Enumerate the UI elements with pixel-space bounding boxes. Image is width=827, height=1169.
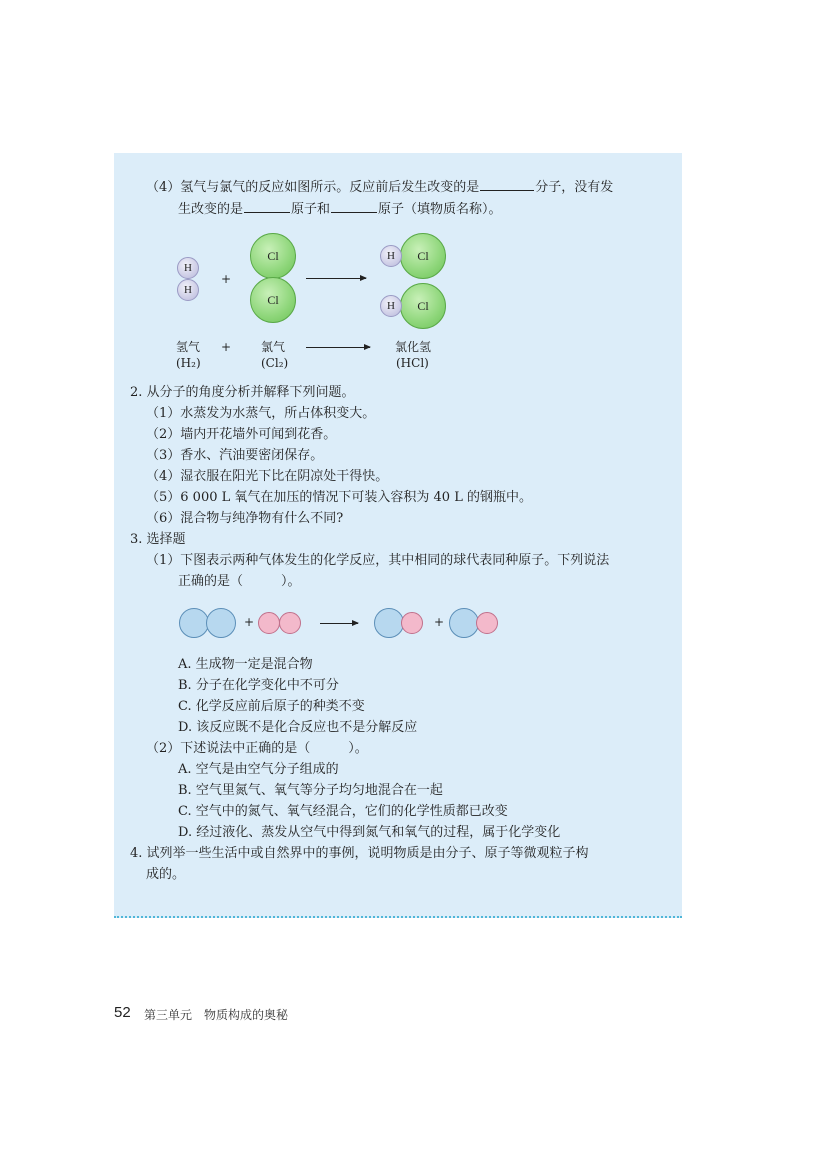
q2-item: （4）湿衣服在阳光下比在阴凉处干得快。 <box>146 469 389 484</box>
chapter-title: 第三单元 物质构成的奥秘 <box>144 1008 289 1022</box>
q1-4-text-d: 原子和 <box>291 202 331 217</box>
plus-sign: + <box>221 272 232 286</box>
answer-blank-atom1[interactable] <box>244 200 290 213</box>
q3-sub1-line2 <box>178 573 301 591</box>
q1-4-text-b: 分子，没有发 <box>535 180 614 195</box>
reaction-arrow <box>320 623 358 624</box>
blue-atom <box>374 608 404 638</box>
chlorine-atom: Cl <box>250 233 296 279</box>
q3-sub2-option-b: B. 空气里氮气、氧气等分子均匀地混合在一起 <box>178 783 443 798</box>
q2-item: （3）香水、汽油要密闭保存。 <box>146 448 324 463</box>
q2-item: （1）水蒸发为水蒸气，所占体积变大。 <box>146 406 376 421</box>
reactant1-name: 氢气 <box>176 340 201 354</box>
answer-blank-molecule[interactable] <box>480 178 534 191</box>
hydrogen-atom: H <box>177 257 199 279</box>
pink-atom <box>279 612 301 634</box>
hydrogen-atom: H <box>380 295 402 317</box>
q1-4-text-c: 生改变的是 <box>178 202 244 217</box>
q3-sub1-option-d: D. 该反应既不是化合反应也不是分解反应 <box>178 720 418 735</box>
plus-sign: + <box>434 615 445 629</box>
q1-4-text-e: 原子（填物质名称）。 <box>378 202 502 217</box>
q3-sub1-option-a: A. 生成物一定是混合物 <box>178 657 313 672</box>
answer-blank-atom2[interactable] <box>331 200 377 213</box>
reaction-arrow <box>306 278 366 279</box>
q2-title: 2. 从分子的角度分析并解释下列问题。 <box>130 385 355 400</box>
q3-title: 3. 选择题 <box>130 532 186 547</box>
chlorine-atom: Cl <box>400 283 446 329</box>
q2-item: （2）墙内开花墙外可闻到花香。 <box>146 427 337 442</box>
pink-atom <box>476 612 498 634</box>
q3-sub1-line1: （1）下图表示两种气体发生的化学反应，其中相同的球代表同种原子。下列说法 <box>146 553 610 568</box>
product-name: 氯化氢 <box>395 340 432 354</box>
q3-sub2-option-a: A. 空气是由空气分子组成的 <box>178 762 339 777</box>
chlorine-atom: Cl <box>400 233 446 279</box>
q3-sub2-text-a: （2）下述说法中正确的是（ <box>146 741 311 756</box>
q1-4-text-a: （4）氢气与氯气的反应如图所示。反应前后发生改变的是 <box>146 180 480 195</box>
q3-sub1-option-b: B. 分子在化学变化中不可分 <box>178 678 339 693</box>
q4-line2: 成的。 <box>146 867 186 882</box>
blue-atom <box>179 608 209 638</box>
chlorine-atom: Cl <box>250 277 296 323</box>
product-formula: (HCl) <box>396 356 429 370</box>
q3-sub2-text-b: ）。 <box>348 741 368 756</box>
plus-sign: + <box>221 340 232 354</box>
pink-atom <box>258 612 280 634</box>
q2-item: （5）6 000 L 氧气在加压的情况下可装入容积为 40 L 的钢瓶中。 <box>146 490 532 505</box>
q1-4-line2 <box>178 200 502 219</box>
q3-sub1-option-c: C. 化学反应前后原子的种类不变 <box>178 699 365 714</box>
q3-sub2-line <box>146 740 368 758</box>
q3-sub2-option-d: D. 经过液化、蒸发从空气中得到氮气和氧气的过程，属于化学变化 <box>178 825 561 840</box>
q4-line1: 4. 试列举一些生活中或自然界中的事例，说明物质是由分子、原子等微观粒子构 <box>130 846 589 861</box>
q3-sub1-text-b: ）。 <box>281 574 301 589</box>
pink-atom <box>401 612 423 634</box>
hydrogen-atom: H <box>177 279 199 301</box>
reactant2-formula: (Cl₂) <box>261 356 289 370</box>
blue-atom <box>449 608 479 638</box>
q3-sub1-text-a: 正确的是（ <box>178 574 244 589</box>
page-number: 52 <box>114 1004 131 1021</box>
hydrogen-atom: H <box>380 245 402 267</box>
plus-sign: + <box>244 615 255 629</box>
blue-atom <box>206 608 236 638</box>
q3-sub2-option-c: C. 空气中的氮气、氧气经混合，它们的化学性质都已改变 <box>178 804 508 819</box>
reactant2-name: 氯气 <box>261 340 286 354</box>
reactant1-formula: (H₂) <box>176 356 201 370</box>
reaction-arrow <box>306 347 370 348</box>
q1-4-line1 <box>146 178 613 197</box>
q2-item: （6）混合物与纯净物有什么不同? <box>146 511 344 526</box>
